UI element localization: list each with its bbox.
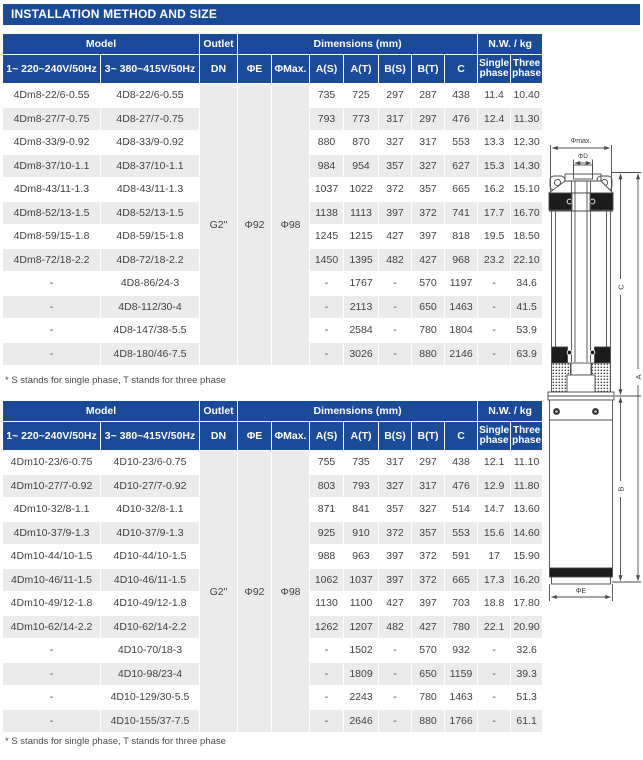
model-three-phase-cell: 4D10-49/12-1.8 — [101, 592, 200, 616]
spec-cell: 871 — [310, 498, 344, 522]
spec-cell: 780 — [412, 319, 445, 343]
spec-cell: 780 — [445, 615, 478, 639]
spec-cell: 327 — [379, 474, 412, 498]
spec-cell: 1766 — [445, 709, 478, 733]
spec-cell: 297 — [412, 451, 445, 475]
spec-cell: 19.5 — [478, 225, 511, 249]
model-single-phase-cell: - — [3, 272, 101, 296]
spec-cell: 372 — [379, 178, 412, 202]
model-single-phase-cell: 4Dm8-27/7-0.75 — [3, 107, 101, 131]
spec-cell: 665 — [445, 568, 478, 592]
spec-cell: 925 — [310, 521, 344, 545]
spec-cell: 954 — [344, 154, 379, 178]
spec-cell: 23.2 — [478, 248, 511, 272]
model-three-phase-cell: 4D10-23/6-0.75 — [101, 451, 200, 475]
model-single-phase-cell: 4Dm8-72/18-2.2 — [3, 248, 101, 272]
footnote: * S stands for single phase, T stands for three phase — [5, 375, 226, 386]
model-three-phase-cell: 4D10-46/11-1.5 — [101, 568, 200, 592]
model-three-phase-cell: 4D10-70/18-3 — [101, 639, 200, 663]
coupling-lower — [567, 375, 595, 392]
col-header-phi-max: ΦMax. — [272, 422, 310, 451]
spec-cell: - — [310, 319, 344, 343]
spec-cell: 12.9 — [478, 474, 511, 498]
motor-bottom-band — [550, 568, 613, 577]
spec-cell: - — [310, 295, 344, 319]
spec-cell: 1197 — [445, 272, 478, 296]
spec-cell: - — [310, 662, 344, 686]
spec-cell: 61.1 — [511, 709, 543, 733]
col-header-dn: DN — [200, 55, 238, 84]
spec-cell: 793 — [310, 107, 344, 131]
spec-cell: 17.7 — [478, 201, 511, 225]
model-three-phase-cell: 4D8-59/15-1.8 — [101, 225, 200, 249]
spec-cell: 1809 — [344, 662, 379, 686]
spec-cell: 357 — [412, 178, 445, 202]
col-header-b-s: B(S) — [379, 55, 412, 84]
spec-cell: 841 — [344, 498, 379, 522]
spec-cell: - — [379, 295, 412, 319]
spec-cell: 397 — [379, 545, 412, 569]
spec-cell: 16.2 — [478, 178, 511, 202]
motor-bolt-left — [554, 409, 560, 415]
spec-cell: - — [310, 639, 344, 663]
spec-cell: 1062 — [310, 568, 344, 592]
spec-cell: 22.1 — [478, 615, 511, 639]
spec-cell: 735 — [344, 451, 379, 475]
spec-cell: 427 — [379, 592, 412, 616]
spec-cell: - — [310, 686, 344, 710]
phi-max-cell: Φ98 — [272, 84, 310, 366]
spec-cell: 53.9 — [511, 319, 543, 343]
spec-cell: 2646 — [344, 709, 379, 733]
col-header-b-t: B(T) — [412, 55, 445, 84]
model-single-phase-cell: 4Dm8-37/10-1.1 — [3, 154, 101, 178]
spec-cell: 438 — [445, 84, 478, 108]
motor-body — [550, 400, 613, 568]
spec-cell: 397 — [412, 592, 445, 616]
spec-cell: 34.6 — [511, 272, 543, 296]
model-three-phase-cell: 4D8-22/6-0.55 — [101, 84, 200, 108]
spec-cell: 17.3 — [478, 568, 511, 592]
spec-cell: 14.7 — [478, 498, 511, 522]
spec-cell: 18.50 — [511, 225, 543, 249]
spec-cell: 317 — [379, 451, 412, 475]
spec-cell: 1502 — [344, 639, 379, 663]
spec-cell: 773 — [344, 107, 379, 131]
col-header-phi-max: ΦMax. — [272, 55, 310, 84]
spec-cell: 14.60 — [511, 521, 543, 545]
spec-cell: 570 — [412, 272, 445, 296]
col-header-a-s: A(S) — [310, 55, 344, 84]
spec-table-4d10-wrap — [2, 400, 543, 733]
col-header-three-supply: 3~ 380~415V/50Hz — [101, 55, 200, 84]
spec-cell: 1804 — [445, 319, 478, 343]
spec-cell: 3026 — [344, 342, 379, 366]
model-three-phase-cell: 4D8-43/11-1.3 — [101, 178, 200, 202]
pump-outlet — [574, 165, 593, 179]
spec-cell: 553 — [445, 131, 478, 155]
spec-cell: 17 — [478, 545, 511, 569]
model-three-phase-cell: 4D8-86/24-3 — [101, 272, 200, 296]
spec-cell: 476 — [445, 474, 478, 498]
spec-cell: - — [478, 662, 511, 686]
spec-cell: 1245 — [310, 225, 344, 249]
spec-cell: 482 — [379, 248, 412, 272]
spec-cell: 12.30 — [511, 131, 543, 155]
spec-cell: 1037 — [344, 568, 379, 592]
spec-cell: 287 — [412, 84, 445, 108]
dim-label-a: A — [634, 374, 643, 380]
spec-cell: 650 — [412, 662, 445, 686]
spec-cell: - — [478, 295, 511, 319]
spec-cell: 1450 — [310, 248, 344, 272]
phi-e-cell: Φ92 — [238, 451, 272, 733]
spec-cell: 803 — [310, 474, 344, 498]
col-header-b-t: B(T) — [412, 422, 445, 451]
model-single-phase-cell: 4Dm10-62/14-2.2 — [3, 615, 101, 639]
model-three-phase-cell: 4D10-44/10-1.5 — [101, 545, 200, 569]
spec-cell: 39.3 — [511, 662, 543, 686]
pump-collar-left — [552, 347, 568, 363]
spec-cell: 397 — [379, 568, 412, 592]
spec-cell: 372 — [412, 201, 445, 225]
spec-cell: 968 — [445, 248, 478, 272]
model-three-phase-cell: 4D10-129/30-5.5 — [101, 686, 200, 710]
model-single-phase-cell: 4Dm10-23/6-0.75 — [3, 451, 101, 475]
spec-cell: 372 — [412, 568, 445, 592]
spec-cell: 880 — [310, 131, 344, 155]
model-three-phase-cell: 4D8-27/7-0.75 — [101, 107, 200, 131]
spec-cell: 1113 — [344, 201, 379, 225]
spec-cell: 51.3 — [511, 686, 543, 710]
model-single-phase-cell: 4Dm8-22/6-0.55 — [3, 84, 101, 108]
spec-cell: 984 — [310, 154, 344, 178]
spec-cell: - — [310, 272, 344, 296]
spec-cell: 63.9 — [511, 342, 543, 366]
col-header-dimensions: Dimensions (mm) — [238, 401, 478, 422]
spec-cell: 2243 — [344, 686, 379, 710]
col-header-three-supply: 3~ 380~415V/50Hz — [101, 422, 200, 451]
spec-cell: 12.4 — [478, 107, 511, 131]
spec-cell: - — [310, 342, 344, 366]
model-three-phase-cell: 4D10-32/8-1.1 — [101, 498, 200, 522]
spec-cell: 357 — [379, 498, 412, 522]
spec-cell: 17.80 — [511, 592, 543, 616]
spec-cell: 327 — [412, 154, 445, 178]
spec-table-4d8 — [2, 33, 543, 366]
col-header-a-t: A(T) — [344, 55, 379, 84]
spec-cell: - — [478, 639, 511, 663]
spec-cell: 703 — [445, 592, 478, 616]
spec-cell: 988 — [310, 545, 344, 569]
spec-cell: - — [379, 639, 412, 663]
col-header-nw: N.W. / kg — [478, 401, 543, 422]
spec-cell: 553 — [445, 521, 478, 545]
model-single-phase-cell: 4Dm8-52/13-1.5 — [3, 201, 101, 225]
spec-cell: 1463 — [445, 686, 478, 710]
spec-cell: - — [310, 709, 344, 733]
pump-dimension-diagram — [540, 130, 643, 608]
col-header-b-s: B(S) — [379, 422, 412, 451]
spec-cell: 11.4 — [478, 84, 511, 108]
coupling-upper — [571, 363, 591, 375]
spec-cell: 1130 — [310, 592, 344, 616]
spec-cell: 15.10 — [511, 178, 543, 202]
model-single-phase-cell: 4Dm10-32/8-1.1 — [3, 498, 101, 522]
col-header-dn: DN — [200, 422, 238, 451]
col-header-model: Model — [3, 401, 200, 422]
spec-cell: 18.8 — [478, 592, 511, 616]
col-header-single-phase: Single phase — [478, 55, 511, 84]
motor-bolt-right — [593, 409, 599, 415]
spec-cell: - — [478, 709, 511, 733]
col-header-nw: N.W. / kg — [478, 34, 543, 55]
spec-cell: - — [379, 272, 412, 296]
col-header-a-t: A(T) — [344, 422, 379, 451]
spec-cell: 1100 — [344, 592, 379, 616]
col-header-three-phase: Three phase — [511, 55, 543, 84]
spec-cell: 317 — [379, 107, 412, 131]
model-single-phase-cell: 4Dm10-37/9-1.3 — [3, 521, 101, 545]
spec-table-4d8-wrap — [2, 33, 543, 366]
spec-cell: - — [379, 319, 412, 343]
col-header-model: Model — [3, 34, 200, 55]
model-three-phase-cell: 4D10-27/7-0.92 — [101, 474, 200, 498]
model-single-phase-cell: 4Dm10-27/7-0.92 — [3, 474, 101, 498]
col-header-outlet: Outlet — [200, 34, 238, 55]
spec-cell: 880 — [412, 342, 445, 366]
spec-cell: 11.10 — [511, 451, 543, 475]
spec-cell: 476 — [445, 107, 478, 131]
spec-cell: 438 — [445, 451, 478, 475]
spec-cell: 297 — [412, 107, 445, 131]
spec-cell: 1138 — [310, 201, 344, 225]
col-header-dimensions: Dimensions (mm) — [238, 34, 478, 55]
phi-e-cell: Φ92 — [238, 84, 272, 366]
spec-cell: 591 — [445, 545, 478, 569]
spec-cell: 880 — [412, 709, 445, 733]
dim-label-b: B — [616, 486, 626, 492]
pump-shoulder — [549, 181, 613, 193]
collar-bolt-left — [567, 350, 572, 355]
spec-cell: 13.3 — [478, 131, 511, 155]
spec-cell: 397 — [412, 225, 445, 249]
spec-cell: 13.60 — [511, 498, 543, 522]
model-single-phase-cell: 4Dm8-59/15-1.8 — [3, 225, 101, 249]
model-three-phase-cell: 4D8-52/13-1.5 — [101, 201, 200, 225]
spec-cell: 327 — [379, 131, 412, 155]
spec-cell: 357 — [379, 154, 412, 178]
spec-cell: 627 — [445, 154, 478, 178]
model-three-phase-cell: 4D10-155/37-7.5 — [101, 709, 200, 733]
spec-cell: 41.5 — [511, 295, 543, 319]
col-header-outlet: Outlet — [200, 401, 238, 422]
model-single-phase-cell: 4Dm10-44/10-1.5 — [3, 545, 101, 569]
spec-cell: 755 — [310, 451, 344, 475]
model-three-phase-cell: 4D8-72/18-2.2 — [101, 248, 200, 272]
spec-cell: 16.20 — [511, 568, 543, 592]
model-three-phase-cell: 4D8-147/38-5.5 — [101, 319, 200, 343]
spec-cell: 32.6 — [511, 639, 543, 663]
spec-cell: - — [379, 686, 412, 710]
spec-cell: 317 — [412, 131, 445, 155]
spec-cell: 1463 — [445, 295, 478, 319]
pump-collar-right — [595, 347, 611, 363]
page-title: INSTALLATION METHOD AND SIZE — [3, 4, 640, 25]
dim-label-phi-e: ΦE — [575, 588, 587, 595]
spec-cell: 15.90 — [511, 545, 543, 569]
dim-label-c: C — [616, 284, 626, 290]
dim-label-phi-max: Φmax. — [570, 138, 592, 145]
spec-cell: 1215 — [344, 225, 379, 249]
spec-cell: 650 — [412, 295, 445, 319]
model-single-phase-cell: - — [3, 709, 101, 733]
spec-cell: 12.1 — [478, 451, 511, 475]
model-three-phase-cell: 4D10-62/14-2.2 — [101, 615, 200, 639]
spec-cell: 1207 — [344, 615, 379, 639]
model-three-phase-cell: 4D10-98/23-4 — [101, 662, 200, 686]
col-header-phi-e: ΦE — [238, 55, 272, 84]
spec-cell: 357 — [412, 521, 445, 545]
spec-cell: 1767 — [344, 272, 379, 296]
spec-cell: 397 — [379, 201, 412, 225]
outlet-dn-cell: G2" — [200, 84, 238, 366]
model-single-phase-cell: - — [3, 319, 101, 343]
spec-cell: 11.30 — [511, 107, 543, 131]
spec-cell: 1037 — [310, 178, 344, 202]
model-single-phase-cell: - — [3, 295, 101, 319]
spec-cell: 15.3 — [478, 154, 511, 178]
spec-cell: 514 — [445, 498, 478, 522]
model-single-phase-cell: 4Dm10-49/12-1.8 — [3, 592, 101, 616]
spec-cell: 1262 — [310, 615, 344, 639]
spec-cell: 725 — [344, 84, 379, 108]
spec-cell: 11.80 — [511, 474, 543, 498]
spec-cell: 327 — [412, 498, 445, 522]
spec-cell: - — [478, 686, 511, 710]
col-header-c: C — [445, 422, 478, 451]
spec-cell: 910 — [344, 521, 379, 545]
outlet-dn-cell: G2" — [200, 451, 238, 733]
spec-cell: 16.70 — [511, 201, 543, 225]
spec-cell: - — [379, 342, 412, 366]
spec-cell: 15.6 — [478, 521, 511, 545]
spec-cell: 427 — [412, 615, 445, 639]
spec-cell: 793 — [344, 474, 379, 498]
model-three-phase-cell: 4D8-33/9-0.92 — [101, 131, 200, 155]
spec-cell: 2113 — [344, 295, 379, 319]
col-header-a-s: A(S) — [310, 422, 344, 451]
spec-cell: 1159 — [445, 662, 478, 686]
spec-cell: 932 — [445, 639, 478, 663]
spec-cell: 372 — [379, 521, 412, 545]
spec-cell: 14.30 — [511, 154, 543, 178]
col-header-c: C — [445, 55, 478, 84]
spec-cell: 2584 — [344, 319, 379, 343]
spec-row — [3, 451, 543, 475]
model-single-phase-cell: - — [3, 342, 101, 366]
spec-cell: - — [379, 709, 412, 733]
spec-cell: 372 — [412, 545, 445, 569]
model-single-phase-cell: 4Dm8-33/9-0.92 — [3, 131, 101, 155]
model-single-phase-cell: 4Dm10-46/11-1.5 — [3, 568, 101, 592]
spec-cell: 665 — [445, 178, 478, 202]
spec-cell: 297 — [379, 84, 412, 108]
spec-cell: 735 — [310, 84, 344, 108]
collar-bolt-right — [590, 350, 595, 355]
spec-cell: 741 — [445, 201, 478, 225]
dim-label-phi-d: ΦD — [578, 153, 588, 160]
spec-cell: - — [478, 272, 511, 296]
col-header-single-supply: 1~ 220~240V/50Hz — [3, 422, 101, 451]
motor-bottom-cap — [552, 577, 611, 584]
phi-max-cell: Φ98 — [272, 451, 310, 733]
model-single-phase-cell: - — [3, 662, 101, 686]
model-single-phase-cell: - — [3, 686, 101, 710]
col-header-single-phase: Single phase — [478, 422, 511, 451]
model-three-phase-cell: 4D8-180/46-7.5 — [101, 342, 200, 366]
pump-top-cap — [565, 174, 601, 181]
model-single-phase-cell: - — [3, 639, 101, 663]
model-three-phase-cell: 4D8-37/10-1.1 — [101, 154, 200, 178]
model-single-phase-cell: 4Dm8-43/11-1.3 — [3, 178, 101, 202]
spec-cell: 780 — [412, 686, 445, 710]
col-header-single-supply: 1~ 220~240V/50Hz — [3, 55, 101, 84]
spec-cell: - — [478, 342, 511, 366]
footnote: * S stands for single phase, T stands for three phase — [5, 736, 226, 747]
model-three-phase-cell: 4D8-112/30-4 — [101, 295, 200, 319]
spec-cell: 1395 — [344, 248, 379, 272]
spec-table-4d10 — [2, 400, 543, 733]
spec-cell: 870 — [344, 131, 379, 155]
spec-row — [3, 84, 543, 108]
spec-cell: 570 — [412, 639, 445, 663]
spec-cell: 22.10 — [511, 248, 543, 272]
spec-cell: 427 — [379, 225, 412, 249]
spec-cell: - — [379, 662, 412, 686]
spec-cell: 963 — [344, 545, 379, 569]
spec-cell: 2146 — [445, 342, 478, 366]
spec-cell: 818 — [445, 225, 478, 249]
model-three-phase-cell: 4D10-37/9-1.3 — [101, 521, 200, 545]
spec-cell: 427 — [412, 248, 445, 272]
spec-cell: 10.40 — [511, 84, 543, 108]
spec-cell: 317 — [412, 474, 445, 498]
spec-cell: - — [478, 319, 511, 343]
col-header-phi-e: ΦE — [238, 422, 272, 451]
col-header-three-phase: Three phase — [511, 422, 543, 451]
spec-cell: 20.90 — [511, 615, 543, 639]
spec-cell: 1022 — [344, 178, 379, 202]
spec-cell: 482 — [379, 615, 412, 639]
